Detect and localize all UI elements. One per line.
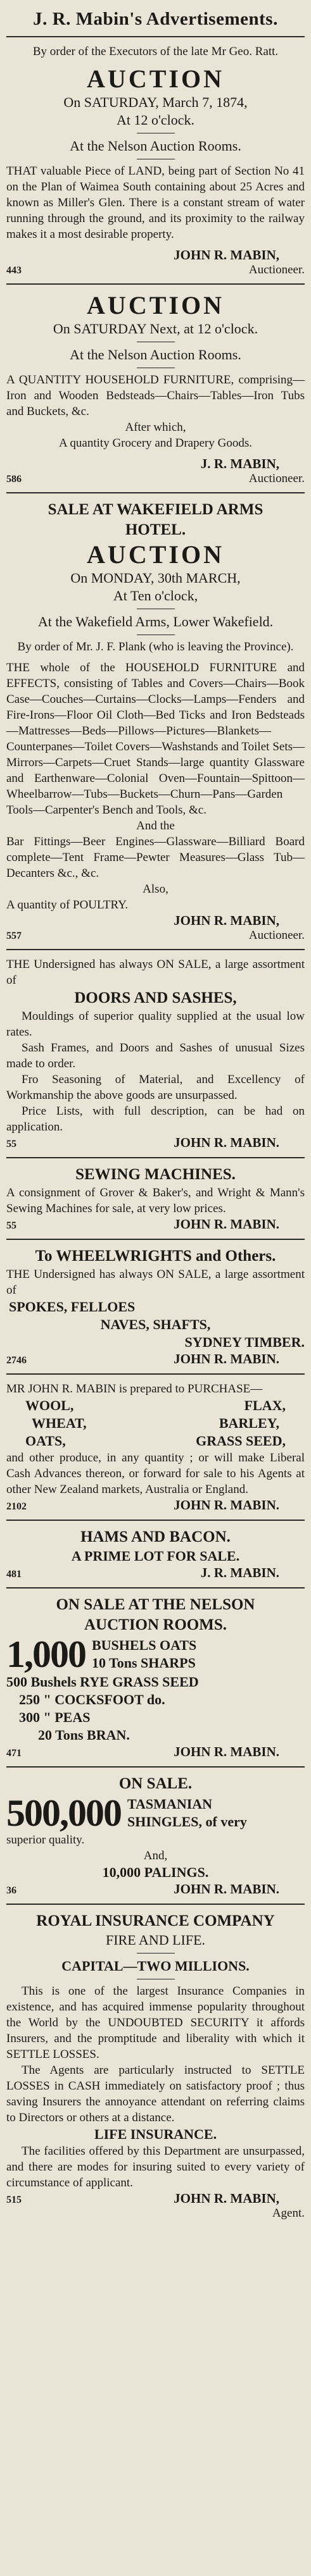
ad-signature: JOHN R. MABIN,	[174, 247, 279, 263]
ad-body: and other produce, in any quantity ; or will make Liberal Cash Advances thereon, or forward for sale to his Agents at other New Zealand markets, Australia or England.	[6, 1451, 305, 1496]
ad-shingles	[6, 1774, 305, 1897]
ad-item: " COCKSFOOT do.	[43, 1692, 165, 1707]
ad-signature: JOHN R. MABIN.	[174, 1744, 279, 1759]
ad-heading: SALE AT WAKEFIELD ARMS	[48, 501, 263, 518]
ad-signature: JOHN R. MABIN.	[174, 1497, 279, 1513]
ad-venue: At the Wakefield Arms, Lower Wakefield.	[37, 614, 274, 629]
ad-item: 500 Bushels RYE GRASS SEED	[6, 1674, 199, 1690]
ad-body: superior quality.	[6, 1833, 85, 1847]
ad-body: A PRIME LOT FOR SALE.	[71, 1548, 240, 1564]
divider	[6, 1239, 305, 1240]
ad-signature: JOHN R. MABIN.	[174, 1351, 279, 1366]
ad-item: NAVES, SHAFTS,	[100, 1316, 211, 1332]
ad-item: FLAX,	[244, 1397, 286, 1413]
ad-number: 36	[6, 1885, 16, 1896]
ad-title: AUCTION	[87, 65, 224, 93]
ad-heading: To WHEELWRIGHTS and Others.	[35, 1248, 276, 1265]
ad-wakefield-arms	[6, 500, 305, 943]
ad-date: On MONDAY, 30th MARCH,	[70, 570, 241, 586]
ad-role: Auctioneer.	[248, 263, 305, 276]
ad-number: 443	[6, 265, 22, 276]
ad-signature: JOHN R. MABIN,	[174, 2191, 279, 2206]
divider	[6, 1157, 305, 1158]
ad-also: Also,	[143, 882, 168, 896]
divider	[6, 283, 305, 285]
ad-doors-sashes	[6, 957, 305, 1151]
ad-heading: SEWING MACHINES.	[75, 1166, 236, 1183]
ad-role: Auctioneer.	[248, 929, 305, 942]
ad-sewing-machines	[6, 1165, 305, 1232]
ad-item-qty: 300	[19, 1709, 40, 1725]
ad-land-auction	[6, 44, 305, 277]
ad-body: Fro Seasoning of Material, and Excellency of Workmanship the above goods are unsurpassed.	[6, 1073, 305, 1102]
divider	[6, 1587, 305, 1588]
ad-poultry: A quantity of POULTRY.	[6, 898, 129, 912]
divider	[6, 492, 305, 493]
ad-heading: HAMS AND BACON.	[80, 1528, 231, 1545]
ad-big-quantity: 500,000	[6, 1792, 121, 1834]
ad-number: 2746	[6, 1355, 27, 1366]
ad-item: " PEAS	[43, 1709, 91, 1725]
ad-capital: CAPITAL—TWO MILLIONS.	[61, 1958, 250, 1974]
ad-date: On SATURDAY Next, at 12 o'clock.	[53, 321, 258, 337]
ad-number: 55	[6, 1139, 16, 1149]
ad-after: After which,	[125, 421, 186, 434]
ad-produce-purchase	[6, 1381, 305, 1513]
advertisements-page	[6, 0, 305, 2220]
ad-number: 515	[6, 2195, 22, 2205]
ad-title: AUCTION	[87, 540, 224, 569]
ad-date: On SATURDAY, March 7, 1874,	[63, 94, 248, 110]
ad-venue: At the Nelson Auction Rooms.	[70, 138, 241, 154]
ad-big-quantity: 1,000	[6, 1633, 86, 1675]
ad-body: Sash Frames, and Doors and Sashes of unusual Sizes made to order.	[6, 1041, 305, 1070]
ad-furniture-auction	[6, 291, 305, 486]
ad-subheading: FIRE AND LIFE.	[105, 1932, 206, 1948]
ad-item: WOOL,	[25, 1397, 74, 1413]
divider	[6, 1766, 305, 1768]
ad-item: SYDNEY TIMBER.	[184, 1334, 305, 1350]
ad-item: SHINGLES, of very	[127, 1814, 247, 1830]
ad-wheelwrights	[6, 1246, 305, 1367]
ad-venue: At the Nelson Auction Rooms.	[70, 347, 241, 362]
ad-heading: DOORS AND SASHES,	[74, 989, 237, 1006]
ad-and-the: And the	[136, 819, 175, 833]
ad-heading: ON SALE AT THE NELSON	[56, 1596, 255, 1613]
ad-time: At Ten o'clock,	[113, 588, 198, 604]
ad-body: THE whole of the HOUSEHOLD FURNITURE and EFFECTS, consisting of Tables and Covers—Chairs—Book Case—Couches—Curtains—Clocks—Lamps—Fenders and Fire-Irons—Floor Oil Cloth—Bed Ticks and Iron Bedsteads—Mattresses—Beds—Pillows—Pictures—Blankets—Counterpanes—Toilet Covers—Washstands and Toilet Sets—Mirrors—Carpets—Cruet Stands—large quantity Glassware and Earthenware—Colonial Oven—Fountain—Spittoon—Wheelbarrow—Tubs—Buckets—Churn—Pans—Garden Tools—Carpenter's Bench and Tools, &c.	[6, 661, 305, 817]
ad-item: OATS,	[25, 1433, 66, 1449]
ad-body: THAT valuable Piece of LAND, being part of Section No 41 on the Plan of Waimea South containing about 25 Acres and known as Miller's Glen. There is a constant stream of water running through the ground, and its proximity to the railway makes it a most desirable property.	[6, 164, 305, 241]
ad-bar-fittings: Bar Fittings—Beer Engines—Glassware—Billiard Board complete—Tent Frame—Pewter Measures—Glass Tub—Decanters &c., &c.	[6, 835, 305, 880]
ad-item: WHEAT,	[32, 1415, 87, 1431]
ad-body: A consignment of Grover & Baker's, and Wright & Mann's Sewing Machines for sale, at very low prices.	[6, 1186, 305, 1215]
ad-body: This is one of the largest Insurance Companies in existence, and has acquired immense popularity throughout the World by the UNDOUBTED SECURITY it affords Insurers, and the promptitude and liberality with which it SETTLE LOSSES.	[6, 1985, 305, 2061]
ad-body: A QUANTITY HOUSEHOLD FURNITURE, comprising—Iron and Wooden Bedsteads—Chairs—Tables—Iron Tubs and Buckets, &c.	[6, 373, 305, 418]
masthead: J. R. Mabin's Advertisements.	[33, 9, 278, 29]
ad-signature: JOHN R. MABIN.	[174, 1135, 279, 1150]
ad-grocery: A quantity Grocery and Drapery Goods.	[59, 437, 252, 450]
ad-number: 471	[6, 1748, 22, 1759]
ad-role: Auctioneer.	[248, 472, 305, 485]
ad-item: 10,000 PALINGS.	[102, 1864, 209, 1880]
ad-heading: AUCTION ROOMS.	[84, 1616, 227, 1633]
ad-royal-insurance	[6, 1911, 305, 2220]
divider	[6, 1904, 305, 1905]
ad-item-qty: 250	[19, 1692, 40, 1707]
ad-item: SPOKES, FELLOES	[9, 1299, 136, 1315]
ad-body: THE Undersigned has always ON SALE, a large assortment of	[6, 1268, 305, 1297]
ad-heading: HOTEL.	[125, 521, 186, 538]
ad-item: 10 Tons SHARPS	[92, 1655, 196, 1671]
ad-number: 2102	[6, 1501, 27, 1512]
ad-signature: J. R. MABIN,	[200, 456, 279, 471]
divider	[6, 36, 305, 37]
ad-item: TASMANIAN	[127, 1796, 213, 1812]
ad-body: Mouldings of superior quality supplied at the usual low rates.	[6, 1010, 305, 1039]
ad-time: At 12 o'clock.	[116, 112, 195, 128]
ad-signature: JOHN R. MABIN,	[174, 913, 279, 928]
ad-heading: ON SALE.	[118, 1775, 193, 1792]
ad-role: Agent.	[272, 2207, 305, 2220]
ad-heading: ROYAL INSURANCE COMPANY	[36, 1912, 275, 1929]
ad-body: THE Undersigned has always ON SALE, a large assortment of	[6, 958, 305, 987]
ad-item: 20 Tons BRAN.	[38, 1727, 130, 1743]
ad-number: 55	[6, 1220, 16, 1231]
ad-item: BUSHELS OATS	[92, 1637, 197, 1653]
divider	[137, 1953, 175, 1954]
ad-and: And,	[143, 1849, 168, 1862]
ad-grain-sale	[6, 1595, 305, 1760]
ad-signature: JOHN R. MABIN.	[174, 1217, 279, 1232]
ad-subheading: LIFE INSURANCE.	[94, 2126, 217, 2142]
ad-item: GRASS SEED,	[196, 1433, 286, 1449]
ad-body: MR JOHN R. MABIN is prepared to PURCHASE—	[6, 1382, 263, 1396]
ad-number: 481	[6, 1569, 22, 1580]
ad-number: 586	[6, 474, 22, 485]
ad-body: The facilities offered by this Department are unsurpassed, and there are modes for insuring suited to every variety of circumstance of applicant.	[6, 2145, 305, 2189]
divider	[6, 1520, 305, 1521]
ad-intro: By order of the Executors of the late Mr Geo. Ratt.	[32, 45, 279, 58]
ad-order: By order of Mr. J. F. Plank (who is leaving the Province).	[17, 640, 294, 653]
ad-signature: JOHN R. MABIN.	[174, 1881, 279, 1897]
ad-body: Price Lists, with full description, can be had on application.	[6, 1105, 305, 1134]
ad-item: BARLEY,	[219, 1415, 279, 1431]
ad-signature: J. R. MABIN.	[200, 1565, 279, 1580]
ad-body: The Agents are particularly instructed to SETTLE LOSSES in CASH immediately on satisfactory proof ; thus saving Insurers the annoyance attendant on referring claims to Directors or others at a distance.	[6, 2064, 305, 2124]
ad-number: 557	[6, 931, 22, 941]
divider	[6, 1373, 305, 1375]
divider	[6, 949, 305, 950]
ad-title: AUCTION	[87, 291, 224, 319]
ad-hams-bacon	[6, 1527, 305, 1581]
